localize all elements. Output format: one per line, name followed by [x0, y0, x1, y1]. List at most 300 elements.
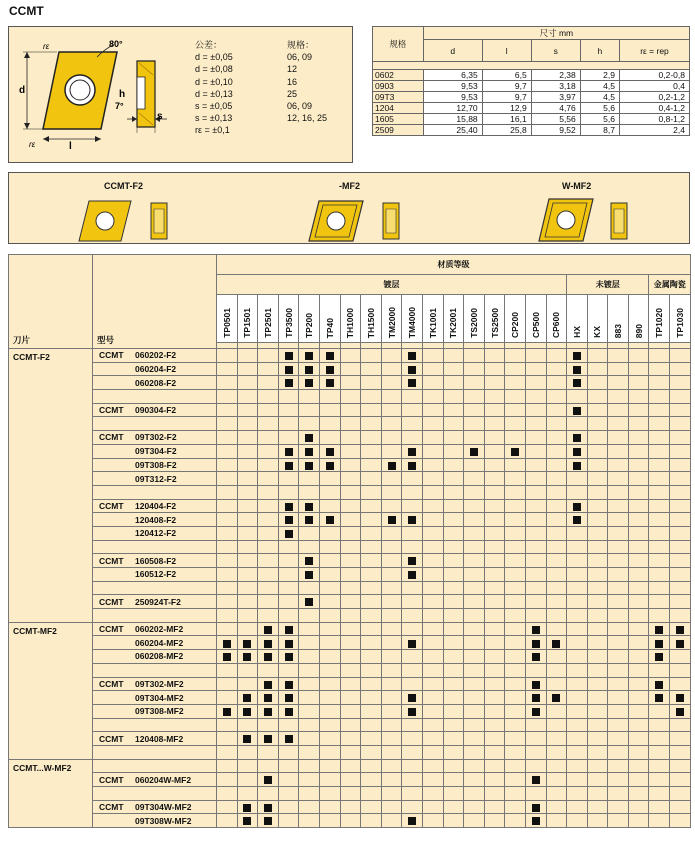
grade-cell	[340, 691, 361, 705]
grade-cell	[319, 745, 340, 759]
available-mark	[408, 571, 416, 579]
grade-cell	[422, 650, 443, 664]
grade-cell	[608, 691, 629, 705]
grade-cell	[484, 663, 505, 677]
grade-cell	[608, 581, 629, 595]
grade-cell	[361, 390, 382, 404]
grade-row	[9, 677, 691, 691]
available-mark	[305, 448, 313, 456]
grade-cell	[587, 499, 608, 513]
grade-cell	[319, 718, 340, 732]
grade-cell	[546, 417, 567, 431]
size-value: 16,1	[482, 114, 531, 125]
grade-cell	[237, 718, 258, 732]
model-cell	[93, 568, 217, 582]
grade-cell	[278, 403, 299, 417]
grade-header: TP3500	[278, 295, 299, 343]
variant-label-wmf2: W-MF2	[562, 181, 592, 191]
grade-cell	[237, 376, 258, 390]
available-mark	[285, 516, 293, 524]
grade-cell	[628, 349, 649, 363]
grade-cell	[587, 595, 608, 609]
grade-cell	[505, 444, 526, 458]
grade-cell	[484, 609, 505, 623]
grade-cell	[319, 581, 340, 595]
available-mark	[676, 708, 684, 716]
grade-cell	[628, 814, 649, 828]
grade-cell	[319, 622, 340, 636]
grade-cell	[299, 609, 320, 623]
size-value: 9,53	[423, 81, 482, 92]
grade-header: 890	[628, 295, 649, 343]
grade-cell	[443, 554, 464, 568]
grade-cell	[567, 663, 588, 677]
grade-cell	[361, 814, 382, 828]
grade-cell	[608, 403, 629, 417]
grade-cell	[422, 800, 443, 814]
size-code: 0602	[373, 70, 424, 81]
grade-cell	[258, 499, 279, 513]
grade-cell	[443, 663, 464, 677]
grade-cell	[443, 362, 464, 376]
grade-header: TP200	[299, 295, 320, 343]
grade-cell	[443, 444, 464, 458]
grade-cell	[258, 677, 279, 691]
grade-cell	[402, 691, 423, 705]
grade-cell	[299, 732, 320, 746]
grade-cell	[525, 773, 546, 787]
grade-cell	[422, 677, 443, 691]
grade-cell	[258, 787, 279, 801]
grade-cell	[299, 403, 320, 417]
grade-row	[9, 609, 691, 623]
grade-cell	[608, 622, 629, 636]
grade-cell	[402, 732, 423, 746]
grade-cell	[217, 458, 238, 472]
grade-cell	[628, 636, 649, 650]
grade-cell	[608, 485, 629, 499]
model-cell	[93, 745, 217, 759]
grade-cell	[402, 376, 423, 390]
grade-cell	[319, 390, 340, 404]
grade-cell	[319, 609, 340, 623]
grade-cell	[299, 745, 320, 759]
grade-cell	[258, 718, 279, 732]
grade-cell	[319, 376, 340, 390]
grade-cell	[525, 376, 546, 390]
model-cell	[93, 431, 217, 445]
grade-cell	[608, 526, 629, 540]
grade-cell	[567, 650, 588, 664]
model-cell	[93, 499, 217, 513]
grade-cell	[340, 759, 361, 773]
grade-cell	[443, 526, 464, 540]
grade-cell	[587, 417, 608, 431]
grade-cell	[340, 376, 361, 390]
size-row	[373, 103, 690, 114]
grade-group-header: 镀层	[217, 275, 567, 295]
model-prefix: CCMT	[99, 624, 124, 635]
grade-cell	[505, 349, 526, 363]
grade-cell	[546, 595, 567, 609]
grade-cell	[628, 581, 649, 595]
size-value: 3,18	[531, 81, 580, 92]
grade-cell	[464, 444, 485, 458]
size-value: 3,97	[531, 92, 580, 103]
grade-cell	[505, 458, 526, 472]
grade-cell	[422, 704, 443, 718]
grade-cell	[340, 609, 361, 623]
grade-cell	[484, 513, 505, 527]
grade-cell	[258, 349, 279, 363]
grade-cell	[670, 485, 691, 499]
available-mark	[408, 708, 416, 716]
grade-cell	[299, 581, 320, 595]
grade-cell	[567, 568, 588, 582]
grade-cell	[484, 787, 505, 801]
grade-header: TP2501	[258, 295, 279, 343]
grade-row	[9, 390, 691, 404]
grade-cell	[464, 513, 485, 527]
grade-row	[9, 513, 691, 527]
grade-cell	[649, 417, 670, 431]
grade-cell	[217, 568, 238, 582]
grade-cell	[670, 362, 691, 376]
grade-row	[9, 595, 691, 609]
grade-cell	[484, 704, 505, 718]
grade-cell	[340, 595, 361, 609]
grade-cell	[402, 403, 423, 417]
grade-cell	[361, 663, 382, 677]
size-value: 12,70	[423, 103, 482, 114]
grade-row	[9, 568, 691, 582]
grade-cell	[402, 650, 423, 664]
grade-cell	[608, 814, 629, 828]
grade-cell	[402, 349, 423, 363]
grade-cell	[278, 704, 299, 718]
grade-cell	[319, 513, 340, 527]
grade-cell	[628, 691, 649, 705]
available-mark	[305, 571, 313, 579]
model-code: 120404-F2	[135, 500, 177, 511]
grade-cell	[340, 417, 361, 431]
grade-cell	[319, 499, 340, 513]
available-mark	[285, 530, 293, 538]
grade-cell	[670, 444, 691, 458]
grade-cell	[402, 499, 423, 513]
grade-cell	[587, 485, 608, 499]
grade-cell	[628, 677, 649, 691]
grade-cell	[546, 581, 567, 595]
grade-cell	[237, 609, 258, 623]
grade-cell	[422, 417, 443, 431]
grade-cell	[670, 568, 691, 582]
grade-cell	[587, 431, 608, 445]
grade-cell	[217, 704, 238, 718]
grade-cell	[402, 773, 423, 787]
grade-cell	[628, 458, 649, 472]
grade-row	[9, 773, 691, 787]
grade-cell	[299, 595, 320, 609]
grade-cell	[546, 472, 567, 486]
grade-cell	[505, 773, 526, 787]
material-grade-header: 材质等级	[217, 255, 691, 275]
grade-cell	[546, 691, 567, 705]
model-prefix: CCMT	[99, 678, 124, 689]
grade-cell	[361, 718, 382, 732]
grade-cell	[608, 444, 629, 458]
grade-cell	[567, 718, 588, 732]
grade-cell	[217, 663, 238, 677]
grade-row	[9, 499, 691, 513]
grade-cell	[525, 636, 546, 650]
grade-cell	[299, 526, 320, 540]
grade-cell	[484, 759, 505, 773]
grade-cell	[237, 472, 258, 486]
grade-cell	[484, 431, 505, 445]
available-mark	[264, 640, 272, 648]
grade-cell	[670, 390, 691, 404]
size-value: 0,4-1,2	[619, 103, 689, 114]
grade-cell	[340, 718, 361, 732]
grade-cell	[525, 403, 546, 417]
grade-row	[9, 458, 691, 472]
grade-cell	[402, 390, 423, 404]
label-l: l	[69, 141, 72, 152]
model-cell	[93, 513, 217, 527]
grade-cell	[237, 403, 258, 417]
grade-cell	[319, 663, 340, 677]
available-mark	[388, 462, 396, 470]
grade-cell	[340, 403, 361, 417]
grade-cell	[628, 403, 649, 417]
grade-cell	[278, 472, 299, 486]
grade-header: TP40	[319, 295, 340, 343]
grade-cell	[464, 458, 485, 472]
grade-cell	[525, 485, 546, 499]
model-cell	[93, 636, 217, 650]
available-mark	[408, 817, 416, 825]
grade-cell	[299, 554, 320, 568]
grade-cell	[361, 431, 382, 445]
grade-cell	[237, 540, 258, 554]
available-mark	[532, 708, 540, 716]
grade-cell	[258, 609, 279, 623]
grade-cell	[381, 636, 402, 650]
available-mark	[511, 448, 519, 456]
grade-cell	[670, 636, 691, 650]
grade-cell	[299, 349, 320, 363]
grade-cell	[381, 485, 402, 499]
grade-row	[9, 362, 691, 376]
grade-cell	[278, 677, 299, 691]
grade-cell	[340, 622, 361, 636]
grade-cell	[299, 622, 320, 636]
size-code: 2509	[373, 125, 424, 136]
grade-cell	[484, 554, 505, 568]
grade-cell	[525, 390, 546, 404]
available-mark	[264, 735, 272, 743]
grade-cell	[381, 745, 402, 759]
grade-cell	[443, 759, 464, 773]
grade-cell	[567, 773, 588, 787]
grade-cell	[422, 718, 443, 732]
grade-cell	[484, 595, 505, 609]
insert-section-label: CCMT-F2	[9, 349, 93, 623]
grade-cell	[649, 759, 670, 773]
grade-cell	[649, 431, 670, 445]
grade-cell	[505, 759, 526, 773]
grade-cell	[319, 403, 340, 417]
grade-cell	[237, 349, 258, 363]
grade-cell	[464, 800, 485, 814]
grade-cell	[567, 444, 588, 458]
grade-cell	[278, 732, 299, 746]
grade-cell	[340, 745, 361, 759]
model-cell	[93, 526, 217, 540]
available-mark	[285, 352, 293, 360]
grade-cell	[670, 787, 691, 801]
grade-cell	[319, 349, 340, 363]
grade-cell	[608, 718, 629, 732]
model-code: 120408-MF2	[135, 733, 184, 744]
grade-cell	[258, 568, 279, 582]
grade-cell	[525, 691, 546, 705]
grade-cell	[237, 814, 258, 828]
grade-cell	[278, 554, 299, 568]
grade-cell	[525, 718, 546, 732]
grade-cell	[670, 745, 691, 759]
grade-cell	[484, 636, 505, 650]
grade-row	[9, 581, 691, 595]
grade-cell	[299, 663, 320, 677]
grade-header: TH1000	[340, 295, 361, 343]
grade-cell	[402, 759, 423, 773]
grade-cell	[567, 499, 588, 513]
grade-row	[9, 349, 691, 363]
grade-cell	[361, 732, 382, 746]
grade-cell	[546, 704, 567, 718]
model-prefix: CCMT	[99, 802, 124, 813]
grade-cell	[505, 663, 526, 677]
model-cell	[93, 595, 217, 609]
grade-cell	[649, 472, 670, 486]
available-mark	[408, 640, 416, 648]
grade-cell	[587, 691, 608, 705]
grade-cell	[237, 800, 258, 814]
available-mark	[408, 379, 416, 387]
grade-cell	[258, 513, 279, 527]
model-cell	[93, 554, 217, 568]
grade-cell	[484, 376, 505, 390]
grade-cell	[278, 595, 299, 609]
grade-cell	[237, 773, 258, 787]
grade-cell	[484, 472, 505, 486]
grade-cell	[628, 787, 649, 801]
grade-cell	[443, 691, 464, 705]
grade-cell	[505, 390, 526, 404]
grade-cell	[464, 609, 485, 623]
grade-cell	[278, 485, 299, 499]
grade-cell	[319, 691, 340, 705]
grade-cell	[402, 444, 423, 458]
tolerance-row: s = ±0,13 12, 16, 25	[195, 113, 328, 124]
grade-cell	[319, 526, 340, 540]
model-prefix: CCMT	[99, 500, 124, 511]
grade-cell	[217, 554, 238, 568]
grade-cell	[361, 499, 382, 513]
tolerance-list	[195, 39, 327, 137]
grade-cell	[217, 718, 238, 732]
grade-cell	[422, 595, 443, 609]
grade-row	[9, 526, 691, 540]
grade-cell	[546, 431, 567, 445]
grade-cell	[525, 526, 546, 540]
grade-cell	[608, 540, 629, 554]
grade-cell	[443, 472, 464, 486]
grade-cell	[587, 663, 608, 677]
grade-cell	[628, 554, 649, 568]
grade-cell	[278, 444, 299, 458]
grade-cell	[217, 745, 238, 759]
grade-cell	[505, 554, 526, 568]
grade-cell	[217, 540, 238, 554]
grade-row	[9, 704, 691, 718]
grade-cell	[484, 581, 505, 595]
grade-cell	[258, 663, 279, 677]
grade-cell	[319, 417, 340, 431]
grade-cell	[237, 513, 258, 527]
model-prefix: CCMT	[99, 774, 124, 785]
model-prefix: CCMT	[99, 733, 124, 744]
size-value: 6,5	[482, 70, 531, 81]
grade-cell	[464, 472, 485, 486]
grade-cell	[299, 390, 320, 404]
grade-cell	[546, 554, 567, 568]
grade-cell	[402, 787, 423, 801]
grade-cell	[649, 403, 670, 417]
available-mark	[552, 640, 560, 648]
grade-cell	[525, 472, 546, 486]
grade-header: TM4000	[402, 295, 423, 343]
grade-cell	[278, 800, 299, 814]
grade-cell	[319, 444, 340, 458]
variant-label-f2: CCMT-F2	[104, 181, 143, 191]
grade-cell	[217, 609, 238, 623]
available-mark	[655, 681, 663, 689]
model-cell	[93, 800, 217, 814]
grade-cell	[258, 745, 279, 759]
grade-cell	[381, 732, 402, 746]
available-mark	[305, 503, 313, 511]
grade-cell	[628, 650, 649, 664]
grade-cell	[299, 718, 320, 732]
model-cell	[93, 677, 217, 691]
grade-cell	[608, 650, 629, 664]
grade-cell	[628, 376, 649, 390]
grade-cell	[484, 732, 505, 746]
grade-cell	[587, 677, 608, 691]
available-mark	[285, 626, 293, 634]
model-prefix: CCMT	[99, 432, 124, 443]
model-code: 060204W-MF2	[135, 774, 192, 785]
grade-cell	[567, 745, 588, 759]
grade-cell	[649, 622, 670, 636]
grade-cell	[340, 444, 361, 458]
available-mark	[223, 708, 231, 716]
grade-row	[9, 650, 691, 664]
grade-cell	[422, 390, 443, 404]
